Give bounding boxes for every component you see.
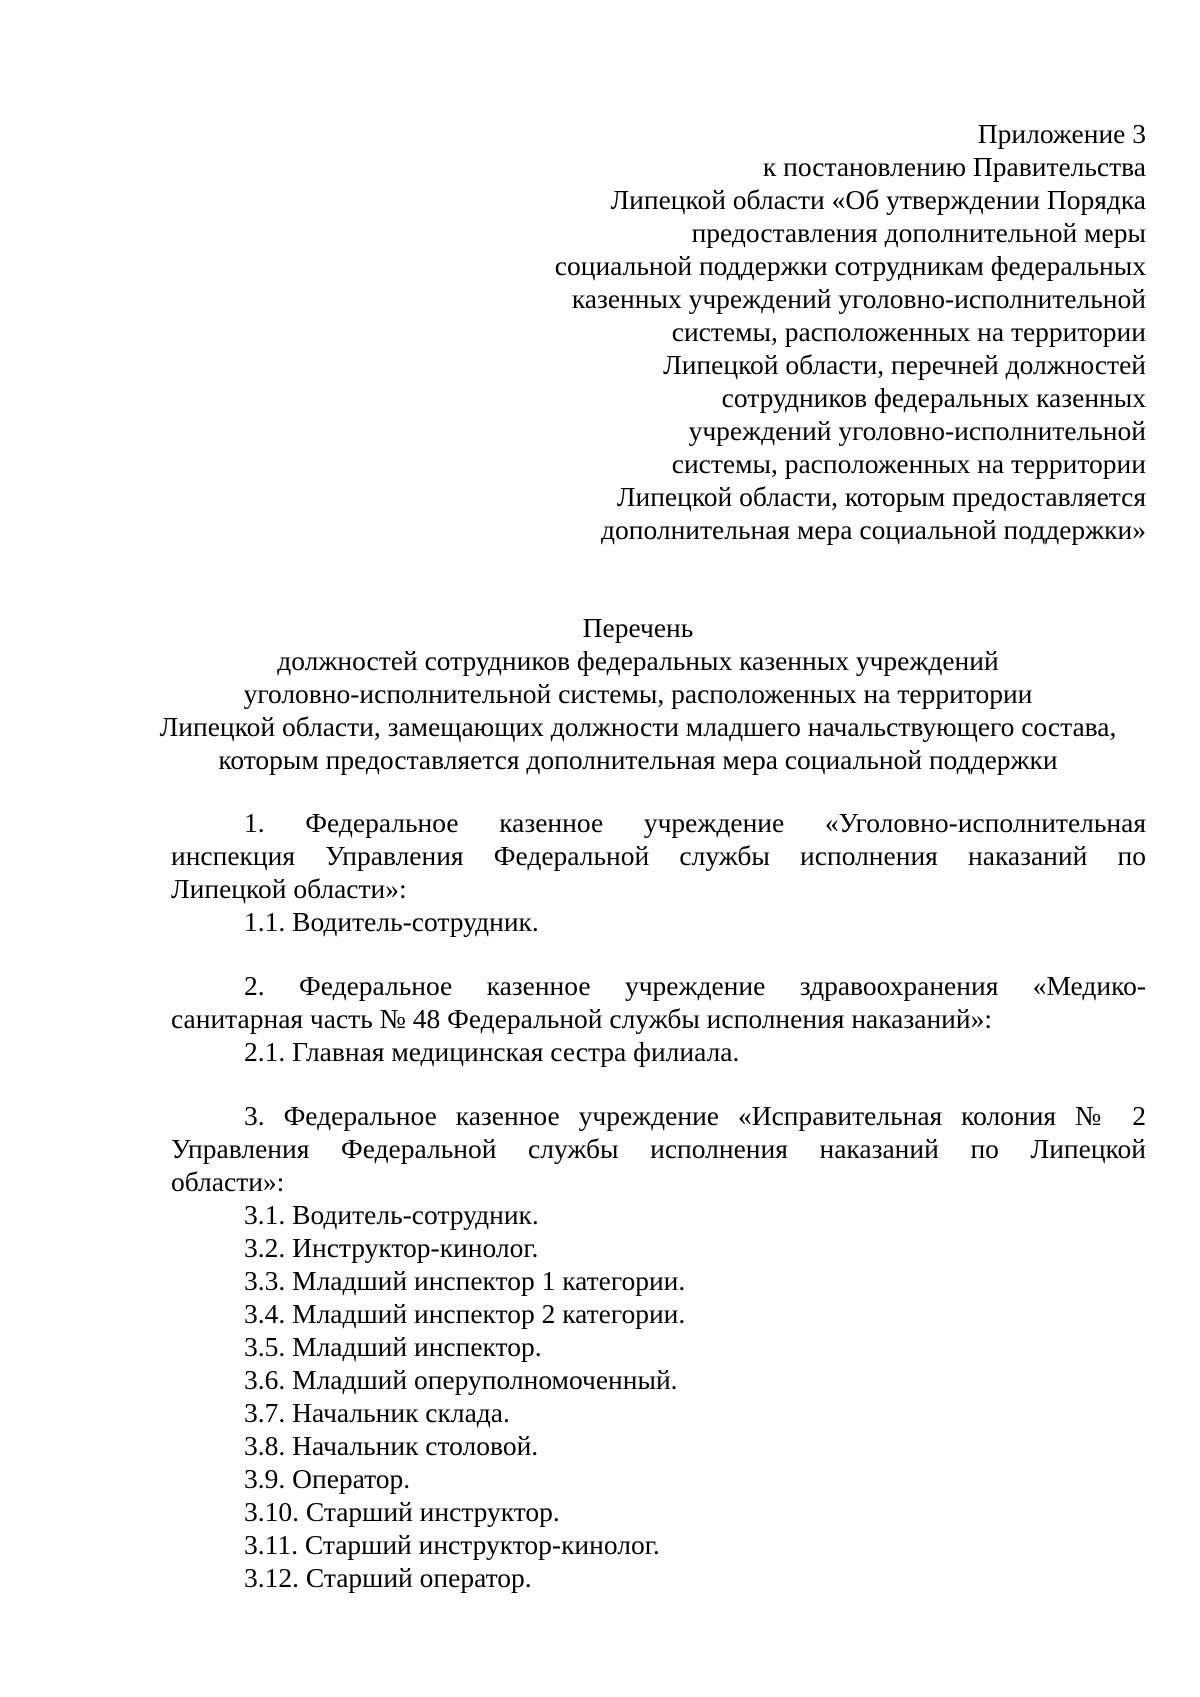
title-line: Липецкой области, замещающих должности младшего начальствующего состава, (159, 711, 1117, 742)
appendix-line: Липецкой области «Об утверждении Порядка (610, 184, 1146, 215)
section-heading-line: санитарная часть № 48 Федеральной службы исполнения наказаний»: (171, 1003, 992, 1034)
section-heading-line: 2. Федеральное казенное учреждение здравоохранения «Медико- (244, 970, 1146, 1001)
appendix-line: дополнительная мера социальной поддержки» (601, 514, 1146, 545)
list-item: 3.5. Младший инспектор. (244, 1331, 542, 1362)
section-heading-line: 1. Федеральное казенное учреждение «Уголовно-исполнительная (244, 807, 1146, 838)
title-line: уголовно-исполнительной системы, расположенных на территории (243, 678, 1033, 709)
title-line: должностей сотрудников федеральных казенных учреждений (277, 645, 999, 676)
list-item: 3.1. Водитель-сотрудник. (244, 1199, 539, 1230)
appendix-line: Приложение 3 (977, 118, 1146, 149)
section-heading-line: Липецкой области»: (171, 873, 407, 904)
title-line: которым предоставляется дополнительная мера социальной поддержки (218, 744, 1058, 775)
appendix-line: учреждений уголовно-исполнительной (688, 415, 1146, 446)
appendix-line: к постановлению Правительства (762, 151, 1146, 182)
list-item: 3.12. Старший оператор. (244, 1562, 532, 1593)
list-item: 3.9. Оператор. (244, 1463, 411, 1494)
section-heading-line: 3. Федеральное казенное учреждение «Исправительная колония № 2 (244, 1100, 1146, 1131)
list-item: 3.10. Старший инструктор. (244, 1496, 560, 1527)
list-item: 2.1. Главная медицинская сестра филиала. (244, 1036, 740, 1067)
list-item: 3.7. Начальник склада. (244, 1397, 510, 1428)
list-item: 1.1. Водитель-сотрудник. (244, 906, 539, 937)
appendix-line: Липецкой области, перечней должностей (663, 349, 1146, 380)
list-item: 3.2. Инструктор-кинолог. (244, 1232, 539, 1263)
list-item: 3.3. Младший инспектор 1 категории. (244, 1265, 686, 1296)
section-heading-line: Управления Федеральной службы исполнения наказаний по Липецкой (171, 1133, 1146, 1164)
appendix-line: сотрудников федеральных казенных (721, 382, 1146, 413)
title-heading: Перечень (582, 612, 694, 643)
list-item: 3.6. Младший оперуполномоченный. (244, 1364, 678, 1395)
list-item: 3.11. Старший инструктор-кинолог. (244, 1529, 660, 1560)
list-item: 3.4. Младший инспектор 2 категории. (244, 1298, 686, 1329)
appendix-line: системы, расположенных на территории (671, 316, 1146, 347)
appendix-line: предоставления дополнительной меры (691, 217, 1146, 248)
appendix-line: казенных учреждений уголовно-исполнительной (571, 283, 1146, 314)
appendix-line: Липецкой области, которым предоставляется (616, 481, 1146, 512)
section-heading-line: инспекция Управления Федеральной службы исполнения наказаний по (171, 840, 1146, 871)
appendix-line: системы, расположенных на территории (671, 448, 1146, 479)
appendix-line: социальной поддержки сотрудникам федеральных (554, 250, 1146, 281)
list-item: 3.8. Начальник столовой. (244, 1430, 539, 1461)
section-heading-line: области»: (171, 1166, 285, 1197)
